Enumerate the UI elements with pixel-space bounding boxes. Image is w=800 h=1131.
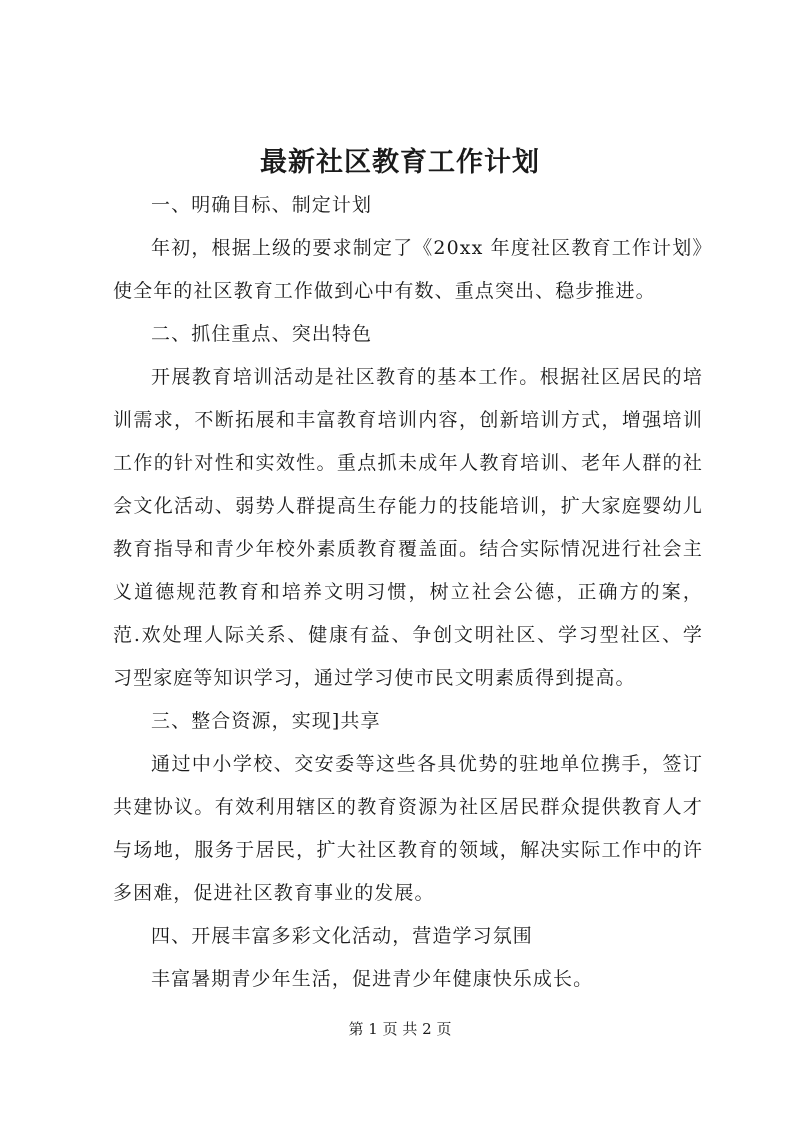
paragraph-1: 年初，根据上级的要求制定了《20xx 年度社区教育工作计划》使全年的社区教育工作做到心中有数、重点突出、稳步推进。 <box>113 237 703 302</box>
paragraph-3: 通过中小学校、交安委等这些各具优势的驻地单位携手，签订共建协议。有效利用辖区的教育资源为社区居民群众提供教育人才与场地，服务于居民，扩大社区教育的领域，解决实际工作中的许多困难，促进社区教育事业的发展。 <box>113 753 703 904</box>
section-heading-2: 二、抓住重点、突出特色 <box>151 323 373 345</box>
paragraph-2: 开展教育培训活动是社区教育的基本工作。根据社区居民的培训需求，不断拓展和丰富教育培训内容，创新培训方式，增强培训工作的针对性和实效性。重点抓未成年人教育培训、老年人群的社会文化活动、弱势人群提高生存能力的技能培训，扩大家庭婴幼儿教育指导和青少年校外素质教育覆盖面。结合实际情况进行社会主义道德规范教育和培养文明习惯，树立社会公德，正确方的案，范.欢处理人际关系、健康有益、争创文明社区、学习型社区、学习型家庭等知识学习，通过学习使市民文明素质得到提高。 <box>113 366 703 689</box>
document-title: 最新社区教育工作计划 <box>260 147 540 178</box>
section-heading-1: 一、明确目标、制定计划 <box>151 194 373 216</box>
section-heading-3: 三、整合资源，实现]共享 <box>151 710 381 732</box>
section-heading-4: 四、开展丰富多彩文化活动，营造学习氛围 <box>151 925 533 947</box>
paragraph-4: 丰富暑期青少年生活，促进青少年健康快乐成长。 <box>151 968 594 990</box>
document-body <box>113 184 703 1001</box>
page-footer: 第 1 页 共 2 页 <box>348 1020 452 1038</box>
